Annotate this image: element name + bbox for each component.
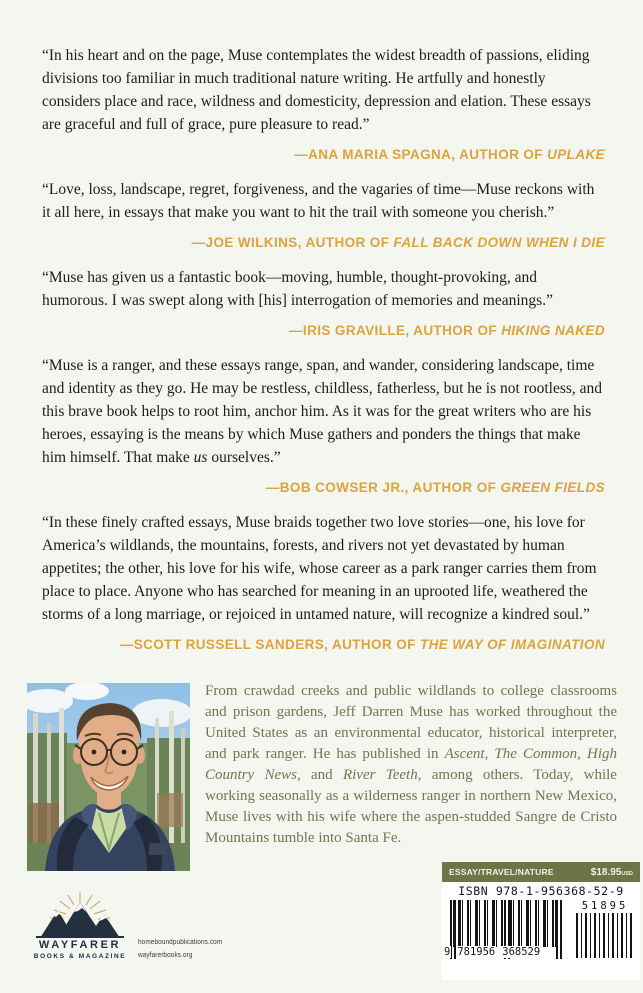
blurb-attribution: —IRIS GRAVILLE, AUTHOR OF HIKING NAKED [289,323,605,338]
blurb-section [42,44,605,653]
blurb-attribution: —JOE WILKINS, AUTHOR OF FALL BACK DOWN WHEN I DIE [191,235,605,250]
blurb-quote: “In his heart and on the page, Muse contemplates the widest breadth of passions, eliding divisions too familiar in much traditional nature writing. He artfully and honestly considers place and race, wildness and domesticity, depression and elation. These essays are graceful and full of grace, pure pleasure to read.” [42,47,591,133]
publisher-url: homeboundpublications.com [138,939,223,946]
blurb-attribution: —ANA MARIA SPAGNA, AUTHOR OF UPLAKE [294,147,605,162]
wayfarer-mountains-logo-icon [32,890,128,938]
blurb-quote: “Love, loss, landscape, regret, forgiveness, and the vagaries of time—Muse reckons with it all here, in essays that make you want to hit the trail with someone you cherish.” [42,181,595,221]
publisher-urls [138,939,222,965]
publisher-block [28,890,268,976]
addon-digits: 51895 [581,900,629,912]
ean-digit-group: 781956 [457,946,496,958]
category-label: ESSAY/TRAVEL/NATURE [449,867,554,877]
currency-label: USD [621,870,633,877]
ean-digit-group: 368529 [502,946,541,958]
category-price-strip [442,862,640,882]
author-photo [27,683,190,871]
price-label: $18.95USD [590,866,633,878]
blurb-attribution: —SCOTT RUSSELL SANDERS, AUTHOR OF THE WAY OF IMAGINATION [119,637,605,652]
author-bio: From crawdad creeks and public wildlands to college classrooms and prison gardens, Jeff Darren Muse has worked throughout the United States as an environmental educator, historical interpreter, and park ranger. He has published in Ascent, The Common, High Country News, and River Teeth, among others. Today, while working seasonally as a wilderness ranger in northern New Mexico, Muse lives with his wife where the aspen-studded Sangre de Cristo Mountains tumble into Santa Fe. [205,683,617,846]
publisher-name: WAYFARER [38,939,122,951]
publisher-url: wayfarerbooks.org [138,952,193,959]
price-addon-barcode [576,900,634,958]
blurb-attribution: —BOB COWSER JR., AUTHOR OF GREEN FIELDS [265,480,605,495]
barcode-block [442,862,640,980]
barcode-panel [442,882,640,980]
blurb-quote: “Muse has given us a fantastic book—moving, humble, thought-provoking, and humorous. I was swept along with [his] interrogation of memories and meanings.” [42,269,553,309]
ean-barcode [450,900,562,947]
ean-digit-group: 9 [444,946,451,958]
blurb-quote: “In these finely crafted essays, Muse braids together two love stories—one, his love for America’s wildlands, the mountains, forests, and rivers not yet devastated by human appetites; the other, his love for his wife, whose career as a park ranger carries them from place to place. Anyone who has searched for meaning in an uprooted life, weathered the storms of a long marriage, or rejoiced in untamed nature, will recognize a kindred soul.” [42,514,597,623]
addon-bars [576,913,634,958]
blurb-quote: “Muse is a ranger, and these essays range, span, and wander, considering landscape, time and identity as they go. He may be restless, childless, fatherless, but he is not rootless, and this brave book helps to root him, anchor him. As it was for the great writers who are his heroes, essaying is the means by which Muse gathers and ponders the things that make him himself. That make us ourselves.” [42,357,603,466]
publisher-tagline: BOOKS & MAGAZINE [33,953,127,960]
ean-digits [443,946,565,958]
isbn-label: ISBN 978-1-956368-52-9 [458,884,624,898]
